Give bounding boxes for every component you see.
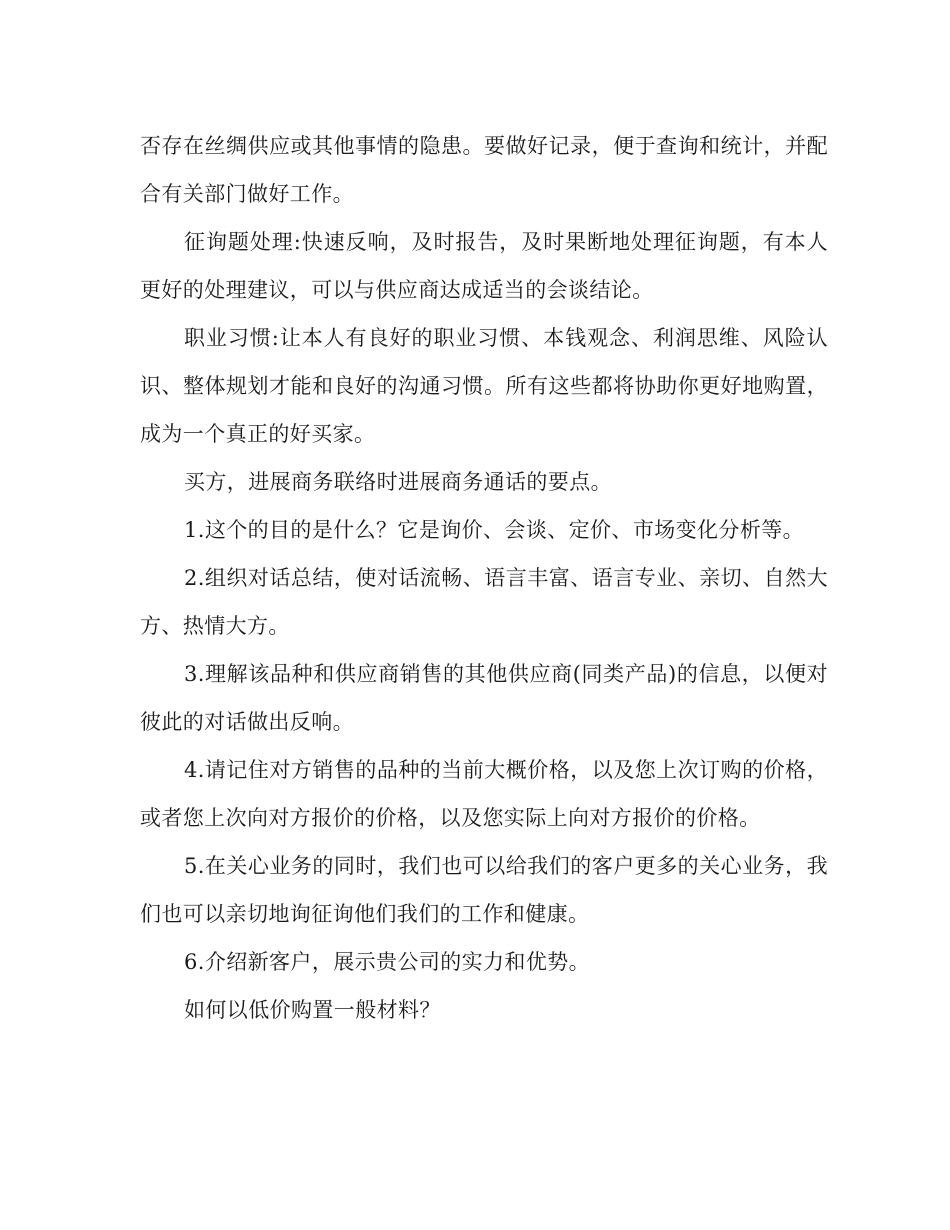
- list-item: 1.这个的目的是什么？它是询价、会谈、定价、市场变化分析等。: [184, 518, 805, 542]
- list-item: 5.在关心业务的同时，我们也可以给我们的客户更多的关心业务，我们也可以亲切地询征询他们我们的工作和健康。: [140, 854, 828, 926]
- list-item: 2.组织对话总结，使对话流畅、语言丰富、语言专业、亲切、自然大方、热情大方。: [140, 566, 828, 638]
- paragraph: 职业习惯:让本人有良好的职业习惯、本钱观念、利润思维、风险认识、整体规划才能和良好的沟通习惯。所有这些都将协助你更好地购置，成为一个真正的好买家。: [140, 326, 828, 446]
- paragraph: 否存在丝绸供应或其他事情的隐患。要做好记录，便于查询和统计，并配合有关部门做好工作。: [140, 134, 828, 206]
- section-question: 如何以低价购置一般材料？: [184, 998, 441, 1022]
- list-item: 6.介绍新客户，展示贵公司的实力和优势。: [184, 950, 591, 974]
- document-body: [140, 122, 828, 1034]
- list-item: 3.理解该品种和供应商销售的其他供应商(同类产品)的信息，以便对彼此的对话做出反响。: [140, 662, 828, 734]
- list-item: 4.请记住对方销售的品种的当前大概价格，以及您上次订购的价格，或者您上次向对方报价的价格，以及您实际上向对方报价的价格。: [140, 758, 828, 830]
- paragraph: 征询题处理:快速反响，及时报告，及时果断地处理征询题，有本人更好的处理建议，可以与供应商达成适当的会谈结论。: [140, 230, 828, 302]
- paragraph: 买方，进展商务联络时进展商务通话的要点。: [184, 470, 612, 494]
